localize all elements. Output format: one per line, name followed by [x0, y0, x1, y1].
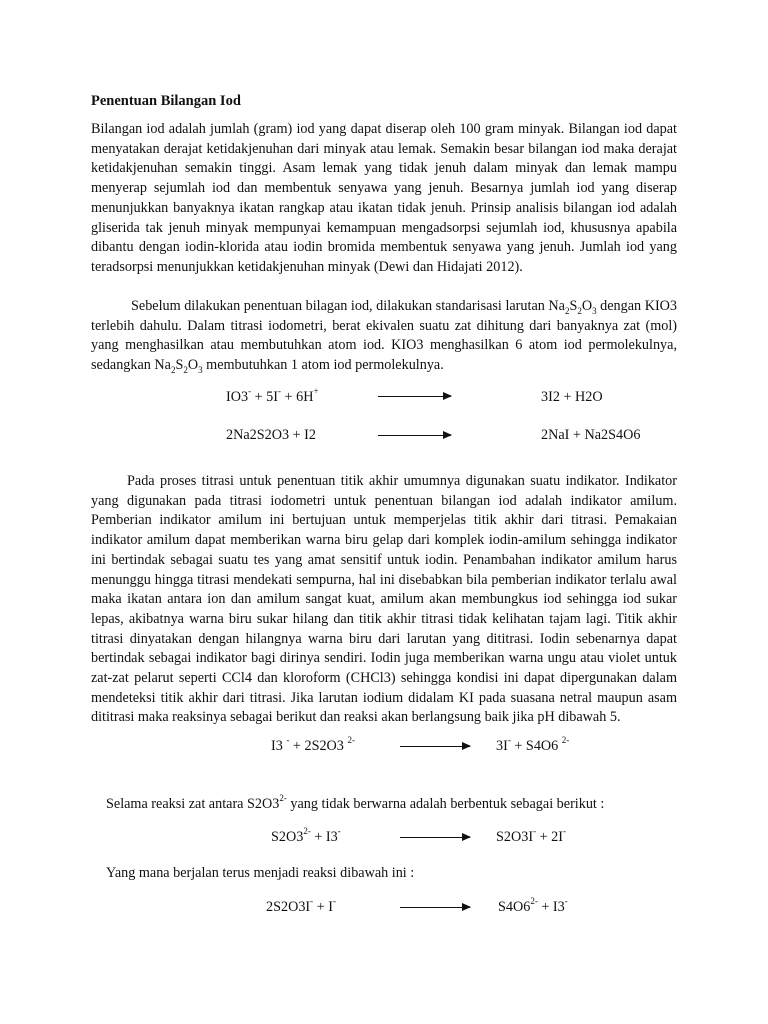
- equation-3-products: 3I- + S4O6 $^{2-}$: [496, 735, 570, 754]
- equation-4-products: S2O3I- + 2I-: [496, 826, 566, 845]
- reaction-arrow: [378, 435, 451, 436]
- reaction-arrow: [378, 396, 451, 397]
- equation-5-products: $S4O6^{2-} + I3^-$: [498, 896, 568, 915]
- continuation-reaction-intro: Yang mana berjalan terus menjadi reaksi dibawah ini :: [106, 865, 415, 881]
- paragraph-indicator: Pada proses titrasi untuk penentuan titik akhir umumnya digunakan suatu indikator. Indikator yang digunakan pada titrasi iodometri untuk penentuan bilangan iod adalah indikator amilum. Pemberian indikator amilum ini bertujuan untuk memperjelas titik akhir dari titrasi. Pemakaian indikator amilum dapat memberikan warna biru gelap dari komplek iodin-amilum sehingga indikator ini bertindak sebagai suatu tes yang amat sensitif untuk iodin. Penambahan indikator amilum harus menunggu hingga titrasi mendekati sempurna, hal ini disebabkan bila pemberian indikator terlalu awal maka ikatan antara ion dan amilum sangat kuat, amilum akan membungkus iod sehingga iod sukar lepas, akibatnya warna biru sukar hilang dan titik akhir titrasi tidak kelihatan tajam lagi. Titik akhir titrasi dinyatakan dengan hilangnya warna biru dari larutan yang dititrasi. Iodin sebenarnya dapat bertindak sebagai indikator bagi dirinya sendiri. Iodin juga memberikan warna ungu atau violet untuk zat-zat pelarut seperti CCl4 dan kloroform (CHCl3) sehingga kondisi ini dapat dipergunakan dalam mendeteksi titik akhir dari titrasi. Jika larutan iodium didalam KI pada suasana netral maupun asam dititrasi maka reaksinya sebagai berikut dan reaksi akan berlangsung baik jika pH dibawah 5.: [91, 473, 677, 726]
- equation-1-products: 3I2 + H2O: [541, 389, 603, 405]
- section-title: Penentuan Bilangan Iod: [91, 93, 241, 109]
- reaction-arrow: [400, 746, 470, 747]
- equation-1-reactants: IO3- + 5I- + 6H+: [226, 386, 319, 405]
- equation-5-reactants: 2S2O3I- + I-: [266, 896, 336, 915]
- reaction-arrow: [400, 837, 470, 838]
- paragraph-standardization: Sebelum dilakukan penentuan bilagan iod, dilakukan standarisasi larutan $Na_2S_2O_3$ dengan KIO3 terlebih dahulu. Dalam titrasi iodometri, berat ekivalen suatu zat dihitung dari banyaknya zat (mol) yang menghasilkan atau membutuhkan atom iod. KIO3 menghasilkan 6 atom iod permolekulnya, sedangkan $Na_2S_2O_3$ membutuhkan 1 atom iod permolekulnya.: [91, 298, 678, 375]
- equation-2-reactants: 2Na2S2O3 + I2: [226, 427, 316, 443]
- intermediate-reaction-intro: Selama reaksi zat antara $S2O3^{2-}$ yang tidak berwarna adalah berbentuk sebagai berikut :: [106, 793, 605, 812]
- equation-3-reactants: I3 - + 2S2O3 $^{2-}$: [271, 735, 355, 754]
- paragraph-definition: Bilangan iod adalah jumlah (gram) iod yang dapat diserap oleh 100 gram minyak. Bilangan iod dapat menyatakan derajat ketidakjenuhan dari minyak atau lemak. Semakin besar bilangan iod maka derajat ketidakjenuhan semakin tinggi. Asam lemak yang tidak jenuh dalam minyak dan lemak mampu menyerap sejumlah iod dan membentuk senyawa yang jenuh. Besarnya jumlah iod yang diserap menunjukkan banyaknya ikatan rangkap atau ikatan tidak jenuh. Prinsip analisis bilangan iod adalah gliserida tak jenuh minyak mempunyai kemampuan mengadsorpsi sejumlah iod, khususnya apabila dibantu dengan iodin-klorida atau iodin bromida membentuk senyawa yang jenuh. Jumlah iod yang teradsorpsi menunjukkan ketidakjenuhan minyak (Dewi dan Hidajati 2012).: [91, 121, 677, 275]
- equation-2-products: 2NaI + Na2S4O6: [541, 427, 641, 443]
- reaction-arrow: [400, 907, 470, 908]
- equation-4-reactants: $S2O3^{2-} + I3^-$: [271, 826, 341, 845]
